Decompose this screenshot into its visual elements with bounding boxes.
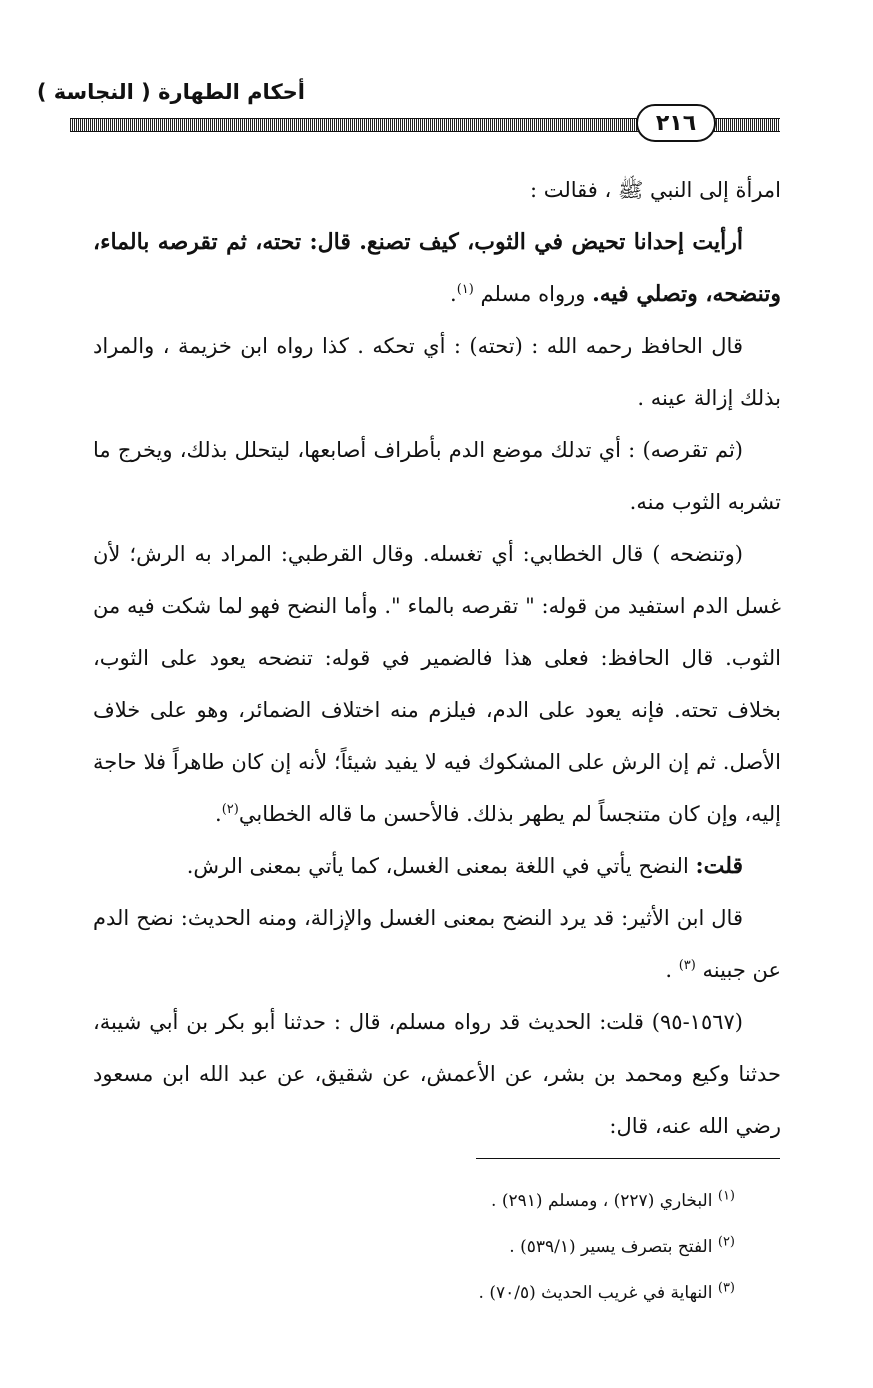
footnote-1 xyxy=(235,1178,735,1224)
footnote-text: الفتح بتصرف يسير (٥٣٩/١) . xyxy=(509,1237,713,1257)
paragraph-4-text: (ثم تقرصه) : أي تدلك موضع الدم بأطراف أصابعها، ليتحلل بذلك، ويخرج ما تشربه الثوب منه. xyxy=(93,438,781,514)
paragraph-5-end: . xyxy=(215,802,222,826)
footnote-marker: (١) xyxy=(717,1188,735,1204)
footnote-text: النهاية في غريب الحديث (٧٠/٥) . xyxy=(478,1283,713,1303)
paragraph-1-text: امرأة إلى النبي ﷺ ، فقالت : xyxy=(529,178,781,202)
footnote-text: البخاري (٢٢٧) ، ومسلم (٢٩١) . xyxy=(491,1191,713,1211)
paragraph-3-text: قال الحافظ رحمه الله : (تحته) : أي تحكه . كذا رواه ابن خزيمة ، والمراد بذلك إزالة عينه . xyxy=(93,334,781,410)
paragraph-7 xyxy=(93,892,781,996)
footnote-marker: (٣) xyxy=(717,1280,735,1296)
paragraph-5-text: (وتنضحه ) قال الخطابي: أي تغسله. وقال القرطبي: المراد به الرش؛ لأن غسل الدم استفيد من قوله: " تقرصه بالماء ". وأما النضح فهو لما شكت فيه من الثوب. قال الحافظ: فعلى هذا فالضمير في قوله: تنضحه يعود على الثوب، بخلاف تحته. فإنه يعود على الدم، فيلزم منه اختلاف الضمائر، وهو على خلاف الأصل. ثم إن الرش على المشكوك فيه لا يفيد شيئاً؛ لأنه إن كان طاهراً فلا حاجة إليه، وإن كان متنجساً لم يطهر بذلك. فالأحسن ما قاله الخطابي xyxy=(93,542,781,826)
paragraph-2-end: . xyxy=(450,282,457,306)
paragraph-3 xyxy=(93,320,781,424)
footnotes xyxy=(235,1178,735,1316)
paragraph-1 xyxy=(93,164,781,216)
hadith-source: ورواه مسلم xyxy=(480,282,586,306)
footnote-ref-2[interactable]: (٢) xyxy=(221,802,239,817)
paragraph-8 xyxy=(93,996,781,1152)
footnote-ref-3[interactable]: (٣) xyxy=(678,958,696,973)
footnote-marker: (٢) xyxy=(717,1234,735,1250)
paragraph-2 xyxy=(93,216,781,320)
running-title: أحكام الطهارة ( النجاسة ) xyxy=(36,80,305,104)
hadith-text: أرأيت إحدانا تحيض في الثوب، كيف تصنع. قال: تحته، ثم تقرصه بالماء، وتنضحه، وتصلي فيه. xyxy=(93,229,781,307)
body-text xyxy=(93,164,781,1152)
paragraph-4 xyxy=(93,424,781,528)
footnote-ref-1[interactable]: (١) xyxy=(456,282,474,297)
page-number-frame xyxy=(636,104,716,142)
footnote-3 xyxy=(235,1270,735,1316)
page-number: ٢١٦ xyxy=(655,110,697,136)
footnote-separator xyxy=(476,1158,780,1159)
qultu-label: قلت: xyxy=(695,853,743,879)
footnote-2 xyxy=(235,1224,735,1270)
paragraph-6-text: النضح يأتي في اللغة بمعنى الغسل، كما يأتي بمعنى الرش. xyxy=(186,854,689,878)
paragraph-7-end: . xyxy=(665,958,673,982)
paragraph-8-text: (١٥٦٧-٩٥) قلت: الحديث قد رواه مسلم، قال : حدثنا أبو بكر بن أبي شيبة، حدثنا وكيع ومحمد بن بشر، عن الأعمش، عن شقيق، عن عبد الله ابن مسعود رضي الله عنه، قال: xyxy=(93,1010,781,1138)
paragraph-7-text: قال ابن الأثير: قد يرد النضح بمعنى الغسل والإزالة، ومنه الحديث: نضح الدم عن جبينه xyxy=(93,906,781,982)
paragraph-6 xyxy=(93,840,781,892)
paragraph-5 xyxy=(93,528,781,840)
